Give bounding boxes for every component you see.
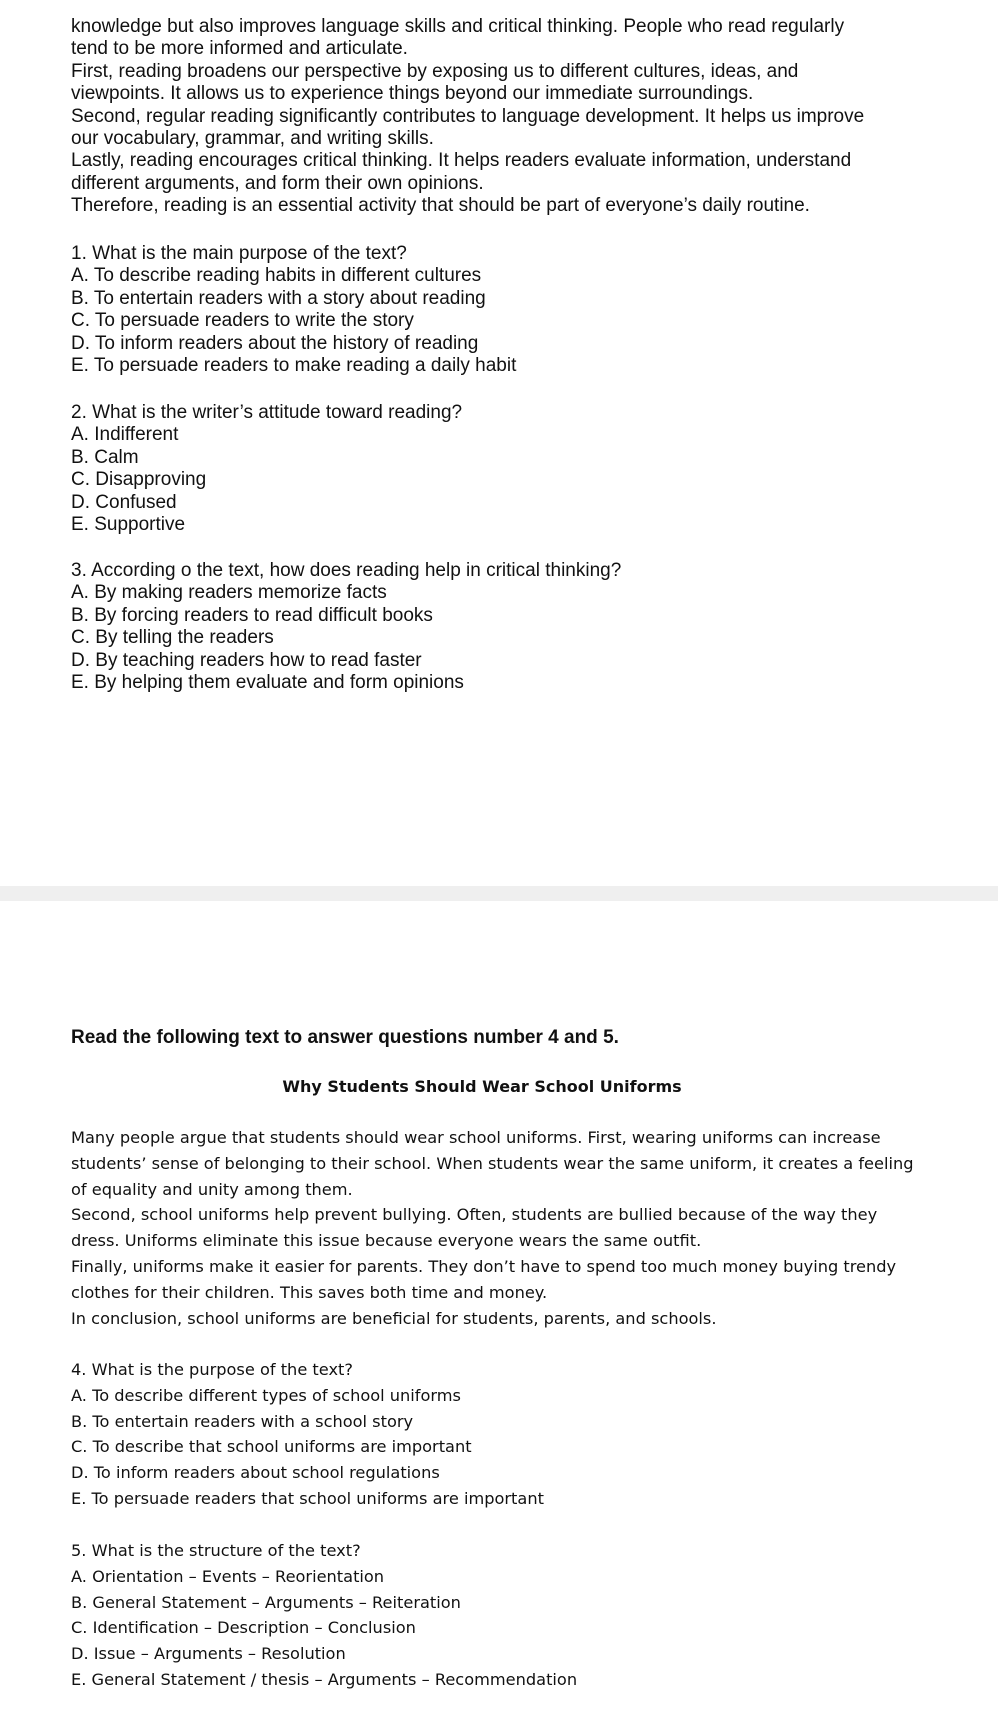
- option-c: C. To persuade readers to write the story: [71, 310, 414, 332]
- passage-title: Why Students Should Wear School Uniforms: [282, 1077, 682, 1096]
- question-text: 3. According o the text, how does reading help in critical thinking?: [71, 560, 622, 581]
- option-b: B. Calm: [71, 446, 139, 468]
- option-e: E. Supportive: [71, 514, 186, 536]
- option-a: A. To describe reading habits in different cultures: [71, 265, 482, 287]
- passage-line: Therefore, reading is an essential activity that should be part of everyone’s daily routine.: [71, 195, 810, 217]
- passage-line: clothes for their children. This saves both time and money.: [71, 1282, 548, 1302]
- option-a: A. To describe different types of school uniforms: [71, 1385, 461, 1405]
- option-c: C. By telling the readers: [71, 627, 274, 649]
- option-e: E. To persuade readers that school uniforms are important: [71, 1488, 544, 1508]
- passage-line: Lastly, reading encourages critical thinking. It helps readers evaluate information, understand: [71, 150, 852, 172]
- question-text: 4. What is the purpose of the text?: [71, 1360, 353, 1379]
- passage-line: dress. Uniforms eliminate this issue because everyone wears the same outfit.: [71, 1231, 702, 1251]
- passage-line: Finally, uniforms make it easier for parents. They don’t have to spend too much money buying trendy: [71, 1256, 897, 1276]
- instruction-heading: Read the following text to answer questions number 4 and 5.: [71, 1027, 619, 1048]
- passage-line: In conclusion, school uniforms are beneficial for students, parents, and schools.: [71, 1308, 717, 1328]
- passage-line: of equality and unity among them.: [71, 1179, 353, 1199]
- passage-line: viewpoints. It allows us to experience things beyond our immediate surroundings.: [71, 83, 754, 105]
- option-a: A. Indifferent: [71, 424, 179, 446]
- reading-passage: [71, 16, 971, 218]
- passage-line: our vocabulary, grammar, and writing skills.: [71, 128, 434, 150]
- option-c: C. To describe that school uniforms are important: [71, 1437, 472, 1457]
- option-b: B. To entertain readers with a story about reading: [71, 287, 486, 309]
- option-d: D. Confused: [71, 491, 177, 513]
- option-a: A. By making readers memorize facts: [71, 582, 387, 604]
- question-1: [71, 243, 516, 377]
- passage-line: Many people argue that students should wear school uniforms. First, wearing uniforms can increase: [71, 1128, 881, 1147]
- question-4: [71, 1357, 544, 1512]
- document-page-2: [0, 901, 998, 1728]
- page-separator: [0, 886, 998, 901]
- reading-passage: [71, 1125, 971, 1331]
- question-text: 2. What is the writer’s attitude toward reading?: [71, 402, 463, 423]
- option-b: B. To entertain readers with a school story: [71, 1411, 414, 1431]
- passage-line: different arguments, and form their own opinions.: [71, 172, 484, 194]
- question-2: [71, 402, 462, 536]
- question-5: [71, 1538, 577, 1693]
- option-c: C. Disapproving: [71, 469, 207, 491]
- option-d: D. By teaching readers how to read faster: [71, 649, 422, 671]
- passage-line: knowledge but also improves language skills and critical thinking. People who read regularly: [71, 16, 845, 37]
- option-d: D. Issue – Arguments – Resolution: [71, 1644, 346, 1664]
- question-3: [71, 560, 621, 694]
- option-e: E. By helping them evaluate and form opinions: [71, 672, 464, 694]
- option-b: B. General Statement – Arguments – Reiteration: [71, 1592, 461, 1612]
- option-d: D. To inform readers about the history of reading: [71, 332, 479, 354]
- passage-line: students’ sense of belonging to their school. When students wear the same uniform, it creates a feeling: [71, 1153, 914, 1173]
- passage-line: First, reading broadens our perspective by exposing us to different cultures, ideas, and: [71, 60, 799, 82]
- passage-line: Second, regular reading significantly contributes to language development. It helps us improve: [71, 105, 865, 127]
- option-a: A. Orientation – Events – Reorientation: [71, 1566, 385, 1586]
- question-text: 5. What is the structure of the text?: [71, 1541, 361, 1560]
- option-c: C. Identification – Description – Conclusion: [71, 1618, 416, 1638]
- question-text: 1. What is the main purpose of the text?: [71, 243, 407, 264]
- passage-line: tend to be more informed and articulate.: [71, 38, 408, 60]
- option-e: E. General Statement / thesis – Arguments – Recommendation: [71, 1669, 578, 1689]
- option-d: D. To inform readers about school regulations: [71, 1463, 440, 1483]
- option-b: B. By forcing readers to read difficult books: [71, 604, 433, 626]
- option-e: E. To persuade readers to make reading a daily habit: [71, 355, 517, 377]
- passage-line: Second, school uniforms help prevent bullying. Often, students are bullied because of the way they: [71, 1205, 878, 1225]
